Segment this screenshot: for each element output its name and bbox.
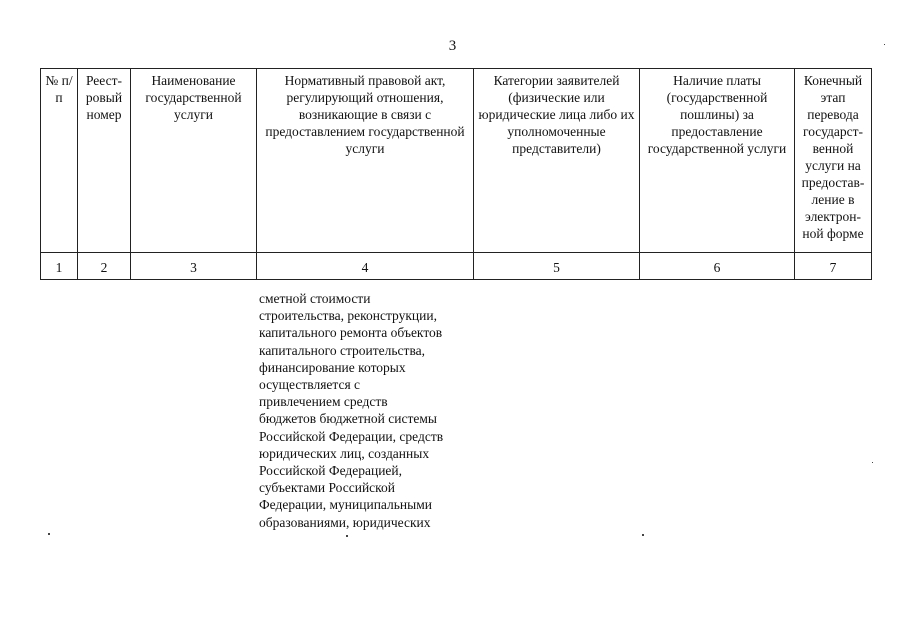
text-line: привлечением средств (259, 394, 388, 410)
scan-speck (642, 534, 644, 536)
column-number-cell: 6 (640, 253, 795, 280)
column-number-cell: 7 (795, 253, 872, 280)
header-cell-legal-act: Нормативный правовой акт, регулирующий отношения, возникающие в связи с предоставлением государственной услуги (257, 69, 474, 253)
header-cell-applicant-categories: Категории заявителей (физические или юридические лица либо их уполномоченные представители) (474, 69, 640, 253)
header-cell-registry-number: Реест-ровый номер (78, 69, 131, 253)
scan-speck (872, 462, 873, 463)
header-cell-fee: Наличие платы (государственной пошлины) за предоставление государственной услуги (640, 69, 795, 253)
text-line: юридических лиц, созданных (259, 445, 430, 461)
text-line: Федерации, муниципальными (259, 497, 432, 513)
header-cell-final-stage: Конечный этап перевода государст-венной услуги на предостав-ление в электрон-ной форме (795, 69, 872, 253)
text-line: Российской Федерации, средств (259, 428, 444, 444)
text-line: Российской Федерацией, (259, 463, 403, 479)
column-number-cell: 2 (78, 253, 131, 280)
services-table (40, 68, 872, 280)
header-row (41, 69, 872, 253)
text-line: осуществляется с (259, 377, 361, 393)
column-number-cell: 5 (474, 253, 640, 280)
text-line: строительства, реконструкции, (259, 308, 437, 324)
column-number-cell: 4 (257, 253, 474, 280)
legal-act-continuation-text (259, 290, 489, 531)
text-line: капитального строительства, (259, 342, 426, 358)
text-line: образованиями, юридических (259, 514, 431, 530)
text-line: бюджетов бюджетной системы (259, 411, 437, 427)
column-number-row (41, 253, 872, 280)
scan-speck (346, 535, 348, 537)
text-line: финансирование которых (259, 359, 406, 375)
header-cell-service-name: Наименование государственной услуги (131, 69, 257, 253)
scan-speck (48, 533, 50, 535)
text-line: капитального ремонта объектов (259, 325, 443, 341)
text-line: сметной стоимости (259, 291, 371, 306)
page-number: 3 (448, 38, 457, 54)
header-cell-number: № п/п (41, 69, 78, 253)
scan-speck (884, 44, 885, 45)
column-number-cell: 3 (131, 253, 257, 280)
column-number-cell: 1 (41, 253, 78, 280)
text-line: субъектами Российской (259, 480, 396, 496)
